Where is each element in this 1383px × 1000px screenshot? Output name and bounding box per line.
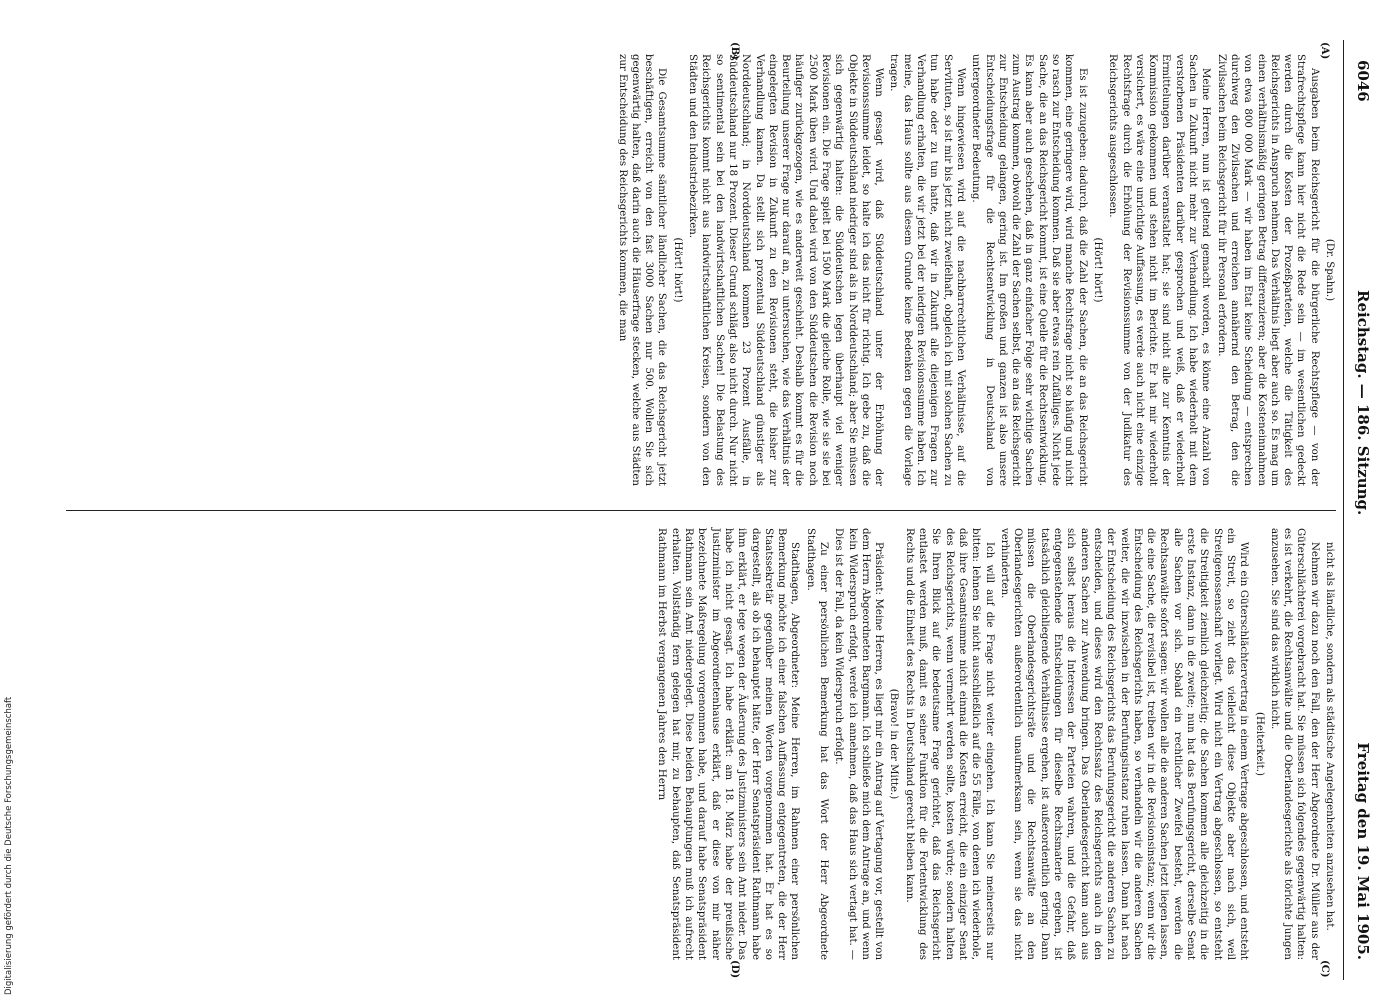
column-divider [66, 510, 1336, 511]
side-note-text: Digitalisierung gefördert durch die Deutsche Forschungsgemeinschaft [4, 696, 14, 995]
left-column [613, 54, 1336, 486]
right-column [653, 528, 1336, 960]
paragraph: Ausgaben beim Reichsgericht für die bürgerliche Rechtspflege — von der Strafrechtspflege kann hier nicht die Rede sein — im wesentlichen gedeckt werden durch die Kosten der Prozeßparteien, welche die Tätigkeit des Reichsgerichts in Anspruch nehmen. Das Verhältnis liegt aber auch so. Es mag um einen verhältnismäßig geringen Betrag differenzieren; aber die Kosteneinnahmen von etwa 800 000 Mark — wir haben im Etat keine Scheidung — entsprechen durchweg den Zivilsachen und erreichen annähernd den Betrag, den die Zivilsachen beim Reichsgericht für ihr Personal erfordern. [1215, 54, 1320, 486]
margin-mark-b: (B) [729, 42, 740, 60]
paragraph: nicht als ländliche, sondern als städtische Angelegenheiten anzusehen hat. [1324, 542, 1335, 931]
paragraph: Wenn gesagt wird, daß Süddeutschland unter der Erhöhung der Revisionssumme leidet, so halte ich das nicht für richtig. Ich gebe zu, daß die Objekte in Süddeutschland niedriger sind als in Norddeutschland; aber Sie müssen sich gegenwärtig halten: die Süddeutschen legen überhaupt viel weniger Revisionen ein. Die Frage spielt bei 1500 Mark die gleiche Rolle, wie sie sie bei 2500 Mark üben wird. Und dabei wird von den Süddeutschen die Revision noch häufiger zurückgezogen, wie es anderweit geschieht. Deshalb kommt es für die Beurteilung unserer Frage nur darauf an, zu untersuchen, wie das Verhältnis der eingelegten Revision in Zukunft zu den Revisionen steht, die bisher zur Verhandlung kamen. Da stellt sich prozentual Süddeutschland günstiger als Norddeutschland; in Norddeutschland kommen 23 Prozent Ausfälle, in Süddeutschland nur 18 Prozent. Dieser Grund schlägt also nicht durch. Nur nicht so sentimental sein bei den landwirtschaftlichen Sachen! Die Belastung des Reichsgerichts kommt nicht aus landwirtschaftlichen Kreisen, sondern von den Städten und den Industriebezirken. [687, 54, 885, 486]
header-rule [1343, 40, 1344, 980]
paragraph: Die Gesamtsumme sämtlicher ländlicher Sachen, die das Reichsgericht jetzt beschäftigen, erreicht von den fast 3000 Sachen nur 500. Wollen Sie sich gegenwärtig halten, daß darin auch die Häuserfrage stecken, welche aus Städten zur Entscheidung des Reichsgerichts kommen, die man [616, 54, 668, 486]
margin-mark-d: (D) [729, 960, 740, 979]
paragraph: Nehmen wir dazu noch den Fall, den der Herr Abgeordnete Dr. Müller aus der Güterschlächterei vorgebracht hat. Sie müssen sich folgendes gegenwärtig halten: es ist verkehrt, die Rechtsanwälte und die Oberlandesgerichte als törichte Jungen anzusehen. Sie sind das wirklich nicht. [1268, 528, 1320, 960]
session-date: Freitag den 19. Mai 1905. [1354, 742, 1372, 960]
interjection: (Heiterkeit.) [1253, 712, 1265, 776]
document-page [60, 40, 1380, 980]
paragraph: Ich will auf die Frage nicht weiter eingehen. Ich kann Sie meinerseits nur bitten: lehnen Sie nicht ausschließlich auf die 55 Fälle, von denen ich wiederhole, daß ihre Gesamtsumme nicht einmal die Kosten erreicht, die ein einziger Senat des Reichsgerichts, wenn vermehrt werden sollte, kosten würde; sondern halten Sie Ihren Blick auf die bedeutsame Frage gerichtet, daß das Reichsgericht entlastet werden muß, damit es seiner Funktion für die Fortentwicklung des Rechts und die Einheit des Rechts in Deutschland gerecht bleiben kann. [903, 528, 995, 960]
page-header [1344, 40, 1380, 980]
paragraph: Zu einer persönlichen Bemerkung hat das Wort der Herr Abgeordnete Stadthagen. [804, 528, 830, 960]
paragraph: Wenn hingewiesen wird auf die nachbarrechtlichen Verhältnisse, auf die Servituten, so ist mir bis jetzt nicht zweifelhaft, obgleich ich mit solchen Sachen zu tun habe oder zu tun hatte, daß wir in Zukunft alle diejenigen Fragen zur Verhandlung erhalten, die wir jetzt bei der niedrigen Revisionssumme haben. Ich meine, das Haus sollte aus diesem Grunde keine Bedenken gegen die Vorlage tragen. [888, 54, 966, 486]
margin-mark-a: (A) [1319, 42, 1330, 60]
interjection: (Hört! hört!) [1091, 237, 1103, 303]
interjection: (Bravo! in der Mitte.) [888, 688, 900, 800]
side-note [4, 0, 18, 1000]
paragraph: Präsident: Meine Herren, es liegt mir ein Antrag auf Vertagung vor, gestellt von dem Herrn Abgeordneten Bargmann. Ich schließe mich dem Antrage an, und wenn kein Widerspruch erfolgt, werde ich annehmen, daß das Haus sich vertagt hat. — Dies ist der Fall, da kein Widerspruch erfolgt. [833, 528, 885, 960]
speaker-label: (Dr. Spahn.) [1324, 238, 1335, 302]
rotated-page-content [60, 40, 1380, 980]
page-number: 6046 [1354, 60, 1372, 102]
paragraph: Wird ein Güterschlächtervertrag in einem Vertrage abgeschlossen, und entsteht ein Streit, so zieht das vielleicht diese Objekte aber nach sich, weil Streitgenossenschaft vorliegt. Wird nicht ein Vertrag abgeschlossen, so entsteht die Streitigkeit ziemlich gleichzeitig; die Sachen kommen alle gleichzeitig in die erste Instanz, dann in die zweite; nun hat das Berufungsgericht, derselbe Senat alle Sachen vor sich. Sobald ein rechtlicher Zweifel besteht, werden die Rechtsanwälte sofort sagen: wir wollen alle die anderen Sachen jetzt liegen lassen, die eine Sache, die revisibel ist, treiben wir in die Revisionsinstanz; wenn wir die Entscheidung des Reichsgerichts haben, so verhandeln wir die anderen Sachen weiter, die wir inzwischen in der Berufungsinstanz ruhen lassen. Dann hat nach der Entscheidung des Reichsgerichts das Berufungsgericht die anderen Sachen zu entscheiden, und dieses wird den Rechtssatz des Reichsgerichts auch in den anderen Sachen zur Anwendung bringen. Das Oberlandesgericht kann auch aus sich selbst heraus die Interessen der Parteien wahren, und die Gefahr, daß entgegenstehende Entscheidungen für dieselbe Rechtsmaterie ergehen, ist tatsächlich gleichliegende Verhältnisse ergehen, ist außerordentlich gering. Dann müssen die Oberlandesgerichtsräte und die Rechtsanwälte an den Oberlandesgerichten außerordentlich unaufmerksam sein, wenn sie das nicht verhinderten. [998, 528, 1250, 960]
paragraph: Meine Herren, nun ist geltend gemacht worden, es könne eine Anzahl von Sachen in Zukunft nicht mehr zur Verhandlung. Ich habe wiederholt mit dem verstorbenen Präsidenten darüber gesprochen und weiß, daß er wiederholt Ermittelungen darüber veranstaltet hat; sie sind nicht alle zur Kenntnis der Kommission gekommen und stehen nicht im Berichte. Er hat mir wiederholt versichert, es wäre eine unrichtige Auffassung, es werde auch nicht eine einzige Rechtsfrage durch die Erhöhung der Revisionssumme von der Judikatur des Reichsgerichts ausgeschlossen. [1107, 54, 1212, 486]
interjection: (Hört! hört!) [671, 237, 683, 303]
paragraph: Stadthagen, Abgeordneter: Meine Herren, im Rahmen einer persönlichen Bemerkung möchte ich einer falschen Auffassung entgegentreten, die der Herr Staatssekretär gegenüber meinen Worten vorgenommen hat. Er hat es so dargestellt, als ob ich behauptet hätte, der Herr Senatspräsident Rathmann habe ihm erklärt, er lege wegen der Äußerung des Justizministers sein Amt nieder. Das habe ich nicht gesagt. Ich habe erklärt: am 18. März habe der preußische Justizminister im Abgeordnetenhause erklärt, daß er diese von mir näher bezeichnete Maßregelung vorgenommen habe, und darauf habe Senatspräsident Rathmann sein Amt niedergelegt. Diese beiden Behauptungen muß ich aufrecht erhalten. Vollständig fern gelegen hat mir, zu behaupten, daß Senatspräsident Rathmann im Herbst vergangenen Jahres den Herrn [656, 528, 801, 960]
running-title: Reichstag. — 186. Sitzung. [1354, 290, 1372, 516]
margin-mark-c: (C) [1319, 960, 1330, 978]
paragraph: Es ist zuzugeben: dadurch, daß die Zahl der Sachen, die an das Reichsgericht kommen, eine geringere wird, wird manche Rechtsfrage nicht so häufig und nicht so rasch zur Entscheidung kommen. Daß sie aber etwas rein Zufälliges. Nicht jede Sache, die an das Reichsgericht kommt, ist eine Quelle für die Rechtsentwicklung. Es kann aber auch geschehen, daß in ganz einfacher Folge sehr wichtige Sachen zum Austrag kommen, obwohl die Zahl der Sachen selbst, die an das Reichsgericht zur Entscheidung gelangen, gering ist. Im großen und ganzen ist also unsere Entscheidungsfrage für die Rechtsentwicklung in Deutschland von untergeordneter Bedeutung. [970, 54, 1088, 486]
